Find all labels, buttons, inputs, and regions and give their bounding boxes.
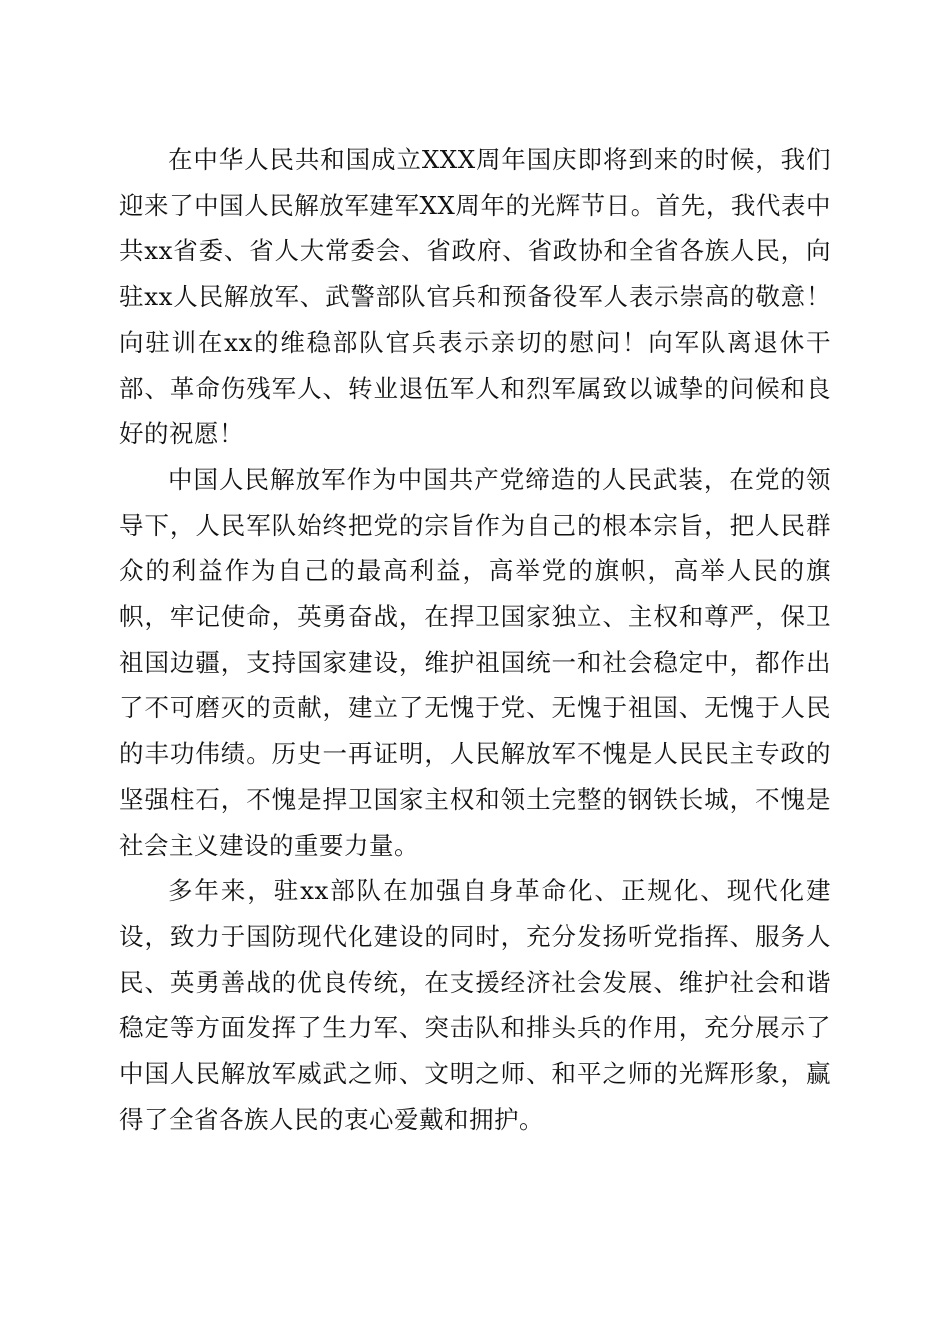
paragraph-1: 在中华人民共和国成立XXX周年国庆即将到来的时候，我们迎来了中国人民解放军建军XX周年的光辉节日。首先，我代表中共xx省委、省人大常委会、省政府、省政协和全省各族人民，向驻xx人民解放军、武警部队官兵和预备役军人表示崇高的敬意！向驻训在xx的维稳部队官兵表示亲切的慰问！向军队离退休干部、革命伤残军人、转业退伍军人和烈军属致以诚挚的问候和良好的祝愿！: [119, 145, 831, 449]
paragraph-2: 中国人民解放军作为中国共产党缔造的人民武装，在党的领导下，人民军队始终把党的宗旨作为自己的根本宗旨，把人民群众的利益作为自己的最高利益，高举党的旗帜，高举人民的旗帜，牢记使命，英勇奋战，在捍卫国家独立、主权和尊严，保卫祖国边疆，支持国家建设，维护祖国统一和社会稳定中，都作出了不可磨灭的贡献，建立了无愧于党、无愧于祖国、无愧于人民的丰功伟绩。历史一再证明，人民解放军不愧是人民民主专政的坚强柱石，不愧是捍卫国家主权和领土完整的钢铁长城，不愧是社会主义建设的重要力量。: [119, 464, 831, 860]
document-body: [119, 137, 831, 1142]
paragraph-3: 多年来，驻xx部队在加强自身革命化、正规化、现代化建设，致力于国防现代化建设的同时，充分发扬听党指挥、服务人民、英勇善战的优良传统，在支援经济社会发展、维护社会和谐稳定等方面发挥了生力军、突击队和排头兵的作用，充分展示了中国人民解放军威武之师、文明之师、和平之师的光辉形象，赢得了全省各族人民的衷心爱戴和拥护。: [119, 876, 831, 1134]
